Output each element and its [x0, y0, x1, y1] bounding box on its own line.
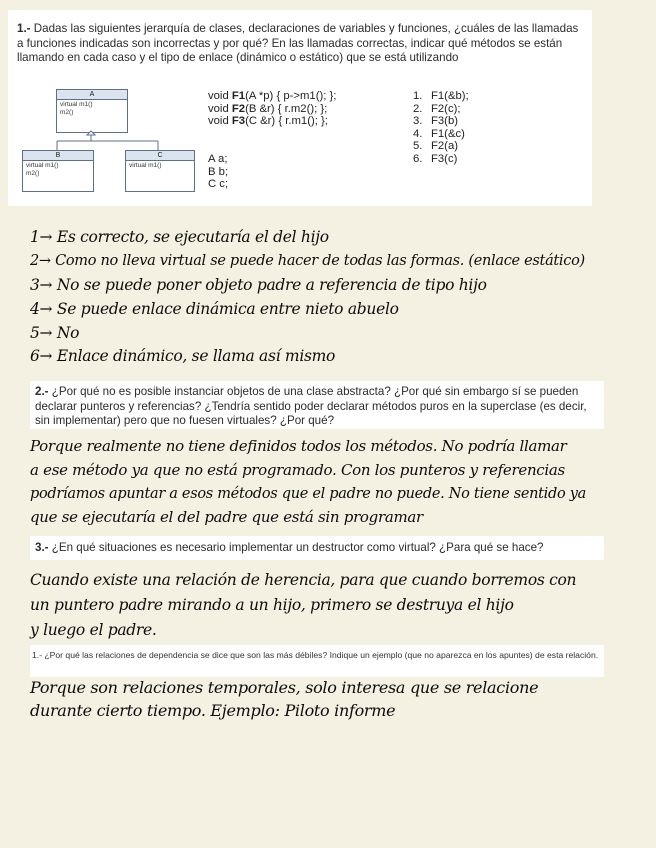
function-declaration	[208, 90, 336, 103]
call-text: F2(a)	[431, 140, 458, 153]
answer-1-line: 5→ No	[30, 324, 80, 342]
question-4-text: 1.- ¿Por qué las relaciones de dependencia se dice que son las más débiles? Indique un ejemplo (que no aparezca en los apuntes) de esta relación.	[32, 650, 599, 660]
question-4-card	[30, 645, 604, 677]
answer-1-line: 3→ No se puede poner objeto padre a referencia de tipo hijo	[30, 276, 487, 294]
function-name: F2	[231, 102, 246, 115]
function-type: void	[208, 90, 232, 102]
call-item	[413, 90, 469, 103]
function-signature: (C &r) { r.m1(); };	[245, 115, 328, 128]
function-type: void	[208, 115, 232, 128]
uml-class-a-method: virtual m1()	[60, 101, 93, 108]
question-2-number: 2.-	[35, 385, 49, 398]
function-declarations	[208, 90, 336, 128]
answer-1-line: 1→ Es correcto, se ejecutaría el del hijo	[30, 228, 329, 246]
function-name: F1	[231, 90, 246, 102]
answer-2-line: a ese método ya que no está programado. Con los punteros y referencias	[30, 461, 565, 479]
answer-1-line: 6→ Enlace dinámico, se llama así mismo	[30, 347, 336, 365]
call-number: 5.	[413, 140, 423, 153]
call-number: 6.	[413, 152, 423, 165]
answer-3-line: un puntero padre mirando a un hijo, primero se destruya el hijo	[30, 596, 514, 614]
question-3-body: ¿En qué situaciones es necesario implementar un destructor como virtual? ¿Para qué se hace?	[51, 541, 544, 554]
uml-class-b-method: virtual m1()	[26, 162, 59, 169]
uml-class-c-name: C	[126, 151, 194, 161]
question-1-body: Dadas las siguientes jerarquía de clases, declaraciones de variables y funciones, ¿cuáles de las llamadas a funciones indicadas son incorrectas y por qué? En las llamadas correctas, indicar qué métodos se están llamando en cada caso y el tipo de enlace (dinámico o estático) que se está utilizando	[17, 22, 579, 65]
variable-declaration: A a;	[208, 153, 228, 165]
uml-class-c-method: virtual m1()	[129, 162, 162, 169]
variable-declaration: B b;	[208, 165, 229, 178]
variable-declaration: C c;	[208, 178, 229, 191]
call-text: F1(&b);	[431, 90, 469, 102]
answer-1-line: 2→ Como no lleva virtual se puede hacer de todas las formas. (enlace estático)	[30, 253, 585, 269]
question-1-number: 1.-	[17, 22, 31, 35]
uml-class-a-name: A	[57, 90, 127, 100]
uml-class-a-method: m2()	[60, 109, 74, 116]
call-text: F1(&c)	[431, 127, 465, 140]
question-3-card	[30, 536, 604, 560]
function-name: F3	[231, 115, 246, 128]
call-text: F2(c);	[431, 102, 461, 115]
call-item	[413, 153, 469, 166]
call-number: 1.	[413, 90, 423, 102]
variable-declarations	[208, 153, 228, 191]
call-item	[413, 115, 469, 128]
uml-class-b-methods	[23, 161, 93, 179]
function-declaration	[208, 103, 336, 116]
uml-class-b-name: B	[23, 151, 93, 161]
function-signature: (A *p) { p->m1(); };	[245, 90, 337, 102]
call-item	[413, 140, 469, 153]
question-3-number: 3.-	[35, 541, 49, 554]
answer-2-line: Porque realmente no tiene definidos todos los métodos. No podría llamar	[30, 437, 567, 455]
answer-4-line: Porque son relaciones temporales, solo interesa que se relacione	[30, 678, 539, 697]
call-number: 4.	[413, 127, 423, 140]
function-declaration	[208, 115, 336, 128]
call-text: F3(c)	[431, 152, 458, 165]
answer-4-line: durante cierto tiempo. Ejemplo: Piloto informe	[30, 701, 396, 720]
question-1-card	[8, 10, 592, 206]
answer-2-line: podríamos apuntar a esos métodos que el padre no puede. No tiene sentido ya	[30, 486, 586, 502]
uml-class-b-method: m2()	[26, 170, 40, 177]
function-signature: (B &r) { r.m2(); };	[245, 102, 328, 115]
answer-3-line: y luego el padre.	[30, 621, 157, 639]
question-2-body: ¿Por qué no es posible instanciar objetos de una clase abstracta? ¿Por qué sin embargo sí se pueden declarar punteros y referencias? ¿Tendría sentido poder declarar métodos puros en la superclase (es decir, sin implementar) pero que no fuesen virtuales? ¿Por qué?	[35, 385, 587, 428]
function-calls-list	[413, 90, 469, 166]
call-item	[413, 128, 469, 141]
function-type: void	[208, 102, 232, 115]
answer-1-line: 4→ Se puede enlace dinámica entre nieto abuelo	[30, 300, 399, 318]
question-2-card	[30, 381, 604, 429]
call-text: F3(b)	[431, 115, 458, 128]
question-3-text	[35, 541, 599, 556]
call-number: 3.	[413, 115, 423, 128]
uml-class-b	[22, 150, 94, 192]
call-number: 2.	[413, 102, 423, 115]
call-item	[413, 103, 469, 116]
uml-class-c-methods	[126, 161, 194, 171]
answer-2-line: que se ejecutaría el del padre que está sin programar	[30, 508, 423, 526]
question-2-text	[35, 385, 599, 429]
uml-class-c	[125, 150, 195, 192]
answer-3-line: Cuando existe una relación de herencia, para que cuando borremos con	[30, 571, 577, 589]
